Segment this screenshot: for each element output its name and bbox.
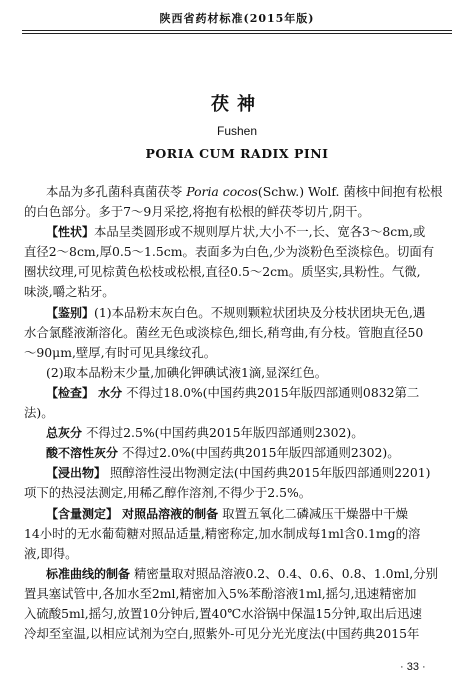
body-line: [24, 483, 450, 503]
text: (2)取本品粉末少量,加碘化钾碘试液1滴,显深红色。: [46, 364, 328, 380]
body-line: [24, 303, 450, 323]
text: ～90μm,壁厚,有时可见具缘纹孔。: [24, 344, 217, 360]
body-line: [24, 443, 450, 463]
header-rule: [22, 30, 452, 31]
text: 照醇溶性浸出物测定法(中国药典2015年版四部通则2201): [106, 465, 431, 481]
body-line: [24, 222, 450, 242]
body-line: [24, 544, 450, 564]
species-name: Poria cocos: [186, 184, 258, 199]
text: 14小时的无水葡萄糖对照品适量,精密称定,加水制成每1ml含0.1mg的溶: [24, 525, 421, 541]
body-line: [24, 343, 450, 363]
text: 的白色部分。多于7～9月采挖,将抱有松根的鲜茯苓切片,阴干。: [24, 204, 370, 220]
body-line: [24, 323, 450, 343]
text: 精密量取对照品溶液0.2、0.4、0.6、0.8、1.0ml,分别: [130, 565, 438, 581]
body-line: [24, 624, 450, 644]
text: 项下的热浸法测定,用稀乙醇作溶剂,不得少于2.5%。: [24, 485, 312, 501]
body-line: [24, 182, 450, 202]
body-line: [24, 363, 450, 383]
section-heading-extract: 【浸出物】: [46, 466, 107, 481]
body-line: [24, 584, 450, 604]
body-line: [24, 604, 450, 624]
page-number: · 33 ·: [400, 661, 426, 673]
text: 直径2～8cm,厚0.5～1.5cm。表面多为白色,少为淡粉色至淡棕色。切面有: [24, 244, 435, 260]
body-line: [24, 463, 450, 483]
body-line: [24, 202, 450, 222]
monograph-body: [24, 182, 450, 644]
body-line: [24, 242, 450, 262]
subheading-total-ash: 总灰分: [46, 426, 83, 441]
section-heading-character: 【性状】: [46, 225, 95, 240]
running-header: 陕西省药材标准(2015年版): [159, 12, 315, 25]
text: 水合氯醛液渐溶化。菌丝无色或淡棕色,细长,稍弯曲,有分枝。管胞直径50: [24, 324, 424, 340]
header-rule-thin: [22, 33, 452, 34]
subheading-standard-curve: 标准曲线的制备: [46, 566, 131, 581]
text: 置具塞试管中,各加水至2ml,精密加入5%苯酚溶液1ml,摇匀,迅速精密加: [24, 585, 417, 601]
body-line: [24, 504, 450, 524]
text: (Schw.) Wolf. 菌核中间抱有松根: [257, 184, 443, 199]
text: 圈状纹理,可见棕黄色松枝或松根,直径0.5～2cm。质坚实,具粉性。气微,: [24, 264, 421, 280]
body-line: [24, 403, 450, 423]
text: 本品为多孔菌科真菌茯苓: [46, 184, 187, 199]
text: 不得过2.5%(中国药典2015年版四部通则2302)。: [82, 425, 364, 441]
monograph-latin-name: PORIA CUM RADIX PINI: [145, 146, 329, 161]
body-line: [24, 423, 450, 443]
body-line: [24, 282, 450, 302]
text: (1)本品粉末灰白色。不规则颗粒状团块及分枝状团块无色,遇: [94, 304, 426, 320]
body-line: [24, 262, 450, 282]
text: 不得过18.0%(中国药典2015年版四部通则0832第二: [122, 384, 420, 400]
monograph-title: 茯神: [211, 94, 263, 115]
monograph-pinyin: Fushen: [216, 124, 258, 138]
text: 味淡,嚼之粘牙。: [24, 284, 115, 300]
body-line: [24, 383, 450, 403]
text: 法)。: [24, 405, 54, 421]
text: 冷却至室温,以相应试剂为空白,照紫外-可见分光光度法(中国药典2015年: [24, 626, 420, 642]
subheading-acid-insoluble-ash: 酸不溶性灰分: [46, 446, 119, 461]
text: 液,即得。: [24, 545, 78, 561]
body-line: [24, 524, 450, 544]
text: 取置五氧化二磷减压干燥器中干燥: [218, 505, 408, 521]
section-heading-assay: 【含量测定】 对照品溶液的制备: [46, 506, 219, 521]
section-heading-identification: 【鉴别】: [46, 305, 95, 320]
section-heading-inspection: 【检查】 水分: [46, 385, 123, 400]
body-line: [24, 564, 450, 584]
text: 本品呈类圆形或不规则厚片状,大小不一,长、宽各3～8cm,或: [94, 224, 426, 240]
text: 入硫酸5ml,摇匀,放置10分钟后,置40℃水浴锅中保温15分钟,取出后迅速: [24, 605, 422, 621]
text: 不得过2.0%(中国药典2015年版四部通则2302)。: [118, 445, 400, 461]
